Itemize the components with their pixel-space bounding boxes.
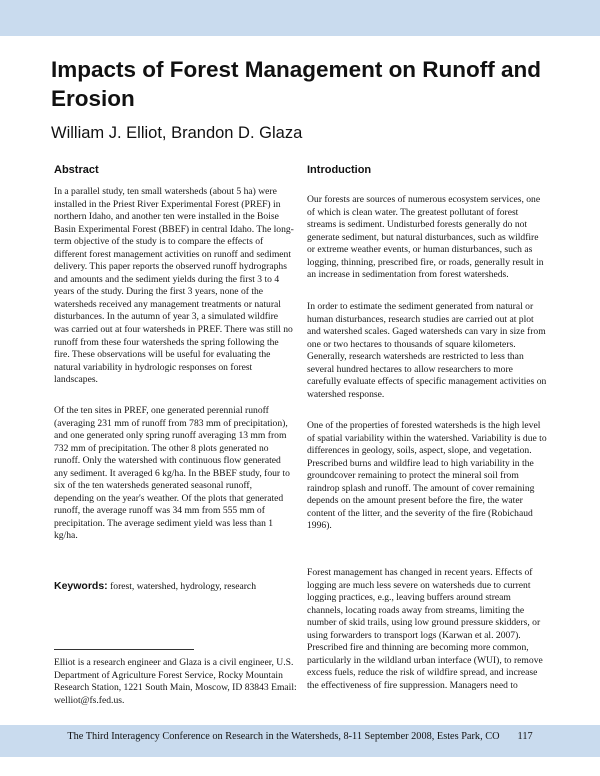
introduction-paragraph: One of the properties of forested watersheds is the high level of spatial variability within the watershed. Variability is due to differences in geology, soils, aspect, slope, and vegetation. Prescribed burns and wildfire lead to high variability in the groundcover remaining to protect the mineral soil from raindrop splash and runoff. The amount of cover remaining depends on the amount present before the fire, the water content of the litter, and the severity of the fire (Robichaud 1996). <box>307 420 547 532</box>
abstract-paragraph: In a parallel study, ten small watersheds (about 5 ha) were installed in the Priest River Experimental Forest (PREF) in northern Idaho, and another ten were installed in the Boise Basin Experimental Forest (BBEF) in central Idaho. The long-term objective of the study is to compare the effects of different forest management activities on runoff and sediment delivery. This paper reports the observed runoff hydrographs and amounts and the sediment yields during the first 3 to 4 years of the study. During the first 3 years, none of the watersheds received any management treatments or natural disturbances. In the autumn of year 3, a simulated wildfire was carried out at four watersheds in PREF. There was still no runoff from these four watersheds the spring following the fire. These observations will be useful for evaluating the natural variability in hydrologic responses on forest landscapes. <box>54 186 294 386</box>
keywords-label: Keywords: <box>54 580 108 592</box>
footnote-divider <box>54 649 194 650</box>
page-number: 117 <box>517 731 533 742</box>
author-footnote: Elliot is a research engineer and Glaza is a civil engineer, U.S. Department of Agriculture Forest Service, Rocky Mountain Research Station, 1221 South Main, Moscow, ID 83843 Email: welliot@fs.fed.us. <box>54 657 297 706</box>
header-band <box>0 0 600 36</box>
abstract-heading: Abstract <box>54 164 99 176</box>
page-title: Impacts of Forest Management on Runoff and Erosion <box>51 57 542 111</box>
introduction-paragraph: In order to estimate the sediment generated from natural or human disturbances, research studies are carried out at plot and watershed scales. Gaged watersheds can vary in size from one or two hectares to thousands of square kilometers. Generally, research watersheds are restricted to less than several hundred hectares to allow researchers to more carefully evaluate effects of specific management activities on watershed response. <box>307 301 547 400</box>
introduction-paragraph: Forest management has changed in recent years. Effects of logging are much less severe on watersheds due to current logging practices, e.g., leaving buffers around stream channels, locating roads away from streams, limiting the number of skid trails, using low ground pressure skidders, or using forwarders to transport logs (Karwan et al. 2007). Prescribed fire and thinning are becoming more common, particularly in the wildland urban interface (WUI), to remove excess fuels, reduce the risk of wildfire spread, and increase the effectiveness of fire suppression. Managers need to <box>307 567 543 691</box>
page-footer <box>0 731 600 742</box>
introduction-heading: Introduction <box>307 164 372 176</box>
keywords <box>54 580 304 594</box>
introduction-paragraph: Our forests are sources of numerous ecosystem services, one of which is clean water. The greatest pollutant of forest streams is sediment. Undisturbed forests generally do not generate sediment, but natural disturbances, such as wildfire or extreme weather events, or human disturbances, such as logging, thinning, prescribed fire, or roads, generally result in an increase in sedimentation from forest watersheds. <box>307 194 544 281</box>
keywords-text: forest, watershed, hydrology, research <box>110 581 256 592</box>
authors: William J. Elliot, Brandon D. Glaza <box>51 124 303 142</box>
abstract-paragraph: Of the ten sites in PREF, one generated perennial runoff (averaging 231 mm of runoff from 783 mm of precipitation), and one generated only spring runoff averaging 13 mm from 732 mm of precipitation. The other 8 plots generated no runoff. Only the watershed with continuous flow generated any sediment. It averaged 6 kg/ha. In the BBEF study, four to six of the ten watersheds generated seasonal runoff, depending on the year's weather. Of the plots that generated runoff, the average runoff was 34 mm from 555 mm of precipitation. The average sediment yield was less than 1 kg/ha. <box>54 405 290 542</box>
conference-citation: The Third Interagency Conference on Research in the Watersheds, 8-11 September 2008, Estes Park, CO <box>67 731 500 742</box>
